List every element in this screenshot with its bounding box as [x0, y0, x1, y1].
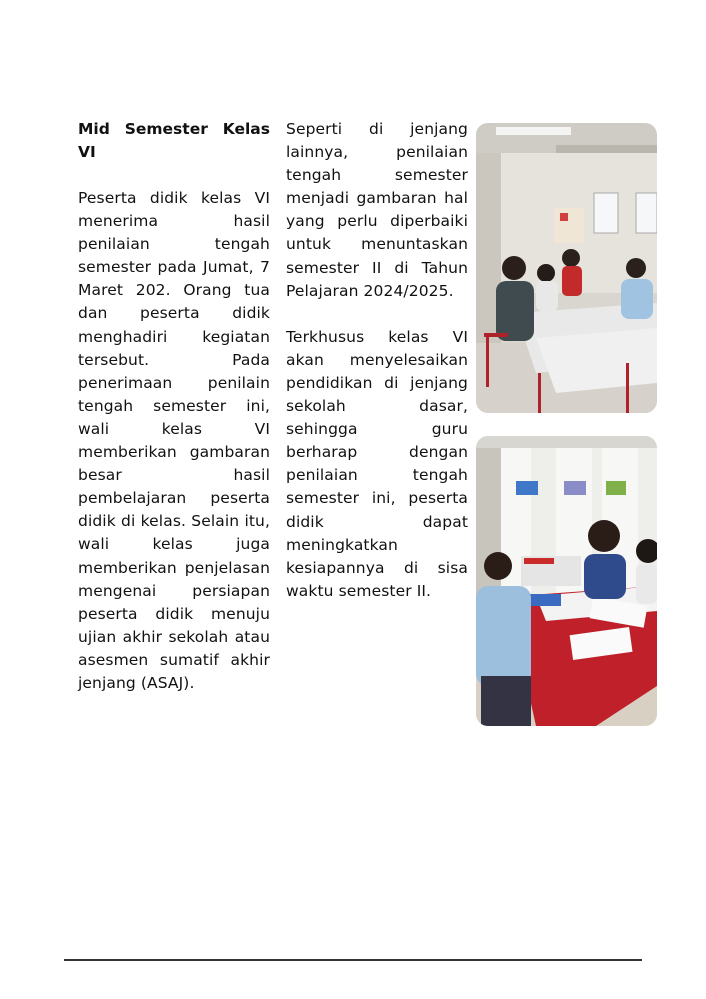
parent-teacher-meeting-photo	[476, 436, 657, 726]
left-paragraph: Peserta didik kelas VI menerima hasil penilaian tengah semester pada Jumat, 7 Maret 202. Orang tua dan peserta didik menghadiri kegiatan tersebut. Pada penerimaan penilain tengah semester ini, wali kelas VI memberikan gambaran besar hasil pembelajaran peserta didik di kelas. Selain itu, wali kelas juga memberikan penjelasan mengenai persiapan peserta didik menuju ujian akhir sekolah atau asesmen sumatif akhir jenjang (ASAJ).	[78, 189, 270, 692]
left-column	[78, 118, 270, 695]
footer-rule	[64, 959, 642, 961]
middle-column	[286, 118, 468, 603]
classroom-meeting-photo	[476, 123, 657, 413]
middle-paragraph-1: Seperti di jenjang lainnya, penilaian tengah semester menjadi gambaran hal yang perlu diperbaiki untuk menuntaskan semester II di Tahun Pelajaran 2024/2025.	[286, 120, 468, 300]
middle-paragraph-2: Terkhusus kelas VI akan menyelesaikan pendidikan di jenjang sekolah dasar, sehingga guru berharap dengan penilaian tengah semester ini, peserta didik dapat meningkatkan kesiapannya di sisa waktu semester II.	[286, 327, 468, 600]
article-heading: Mid Semester Kelas VI	[78, 120, 270, 161]
